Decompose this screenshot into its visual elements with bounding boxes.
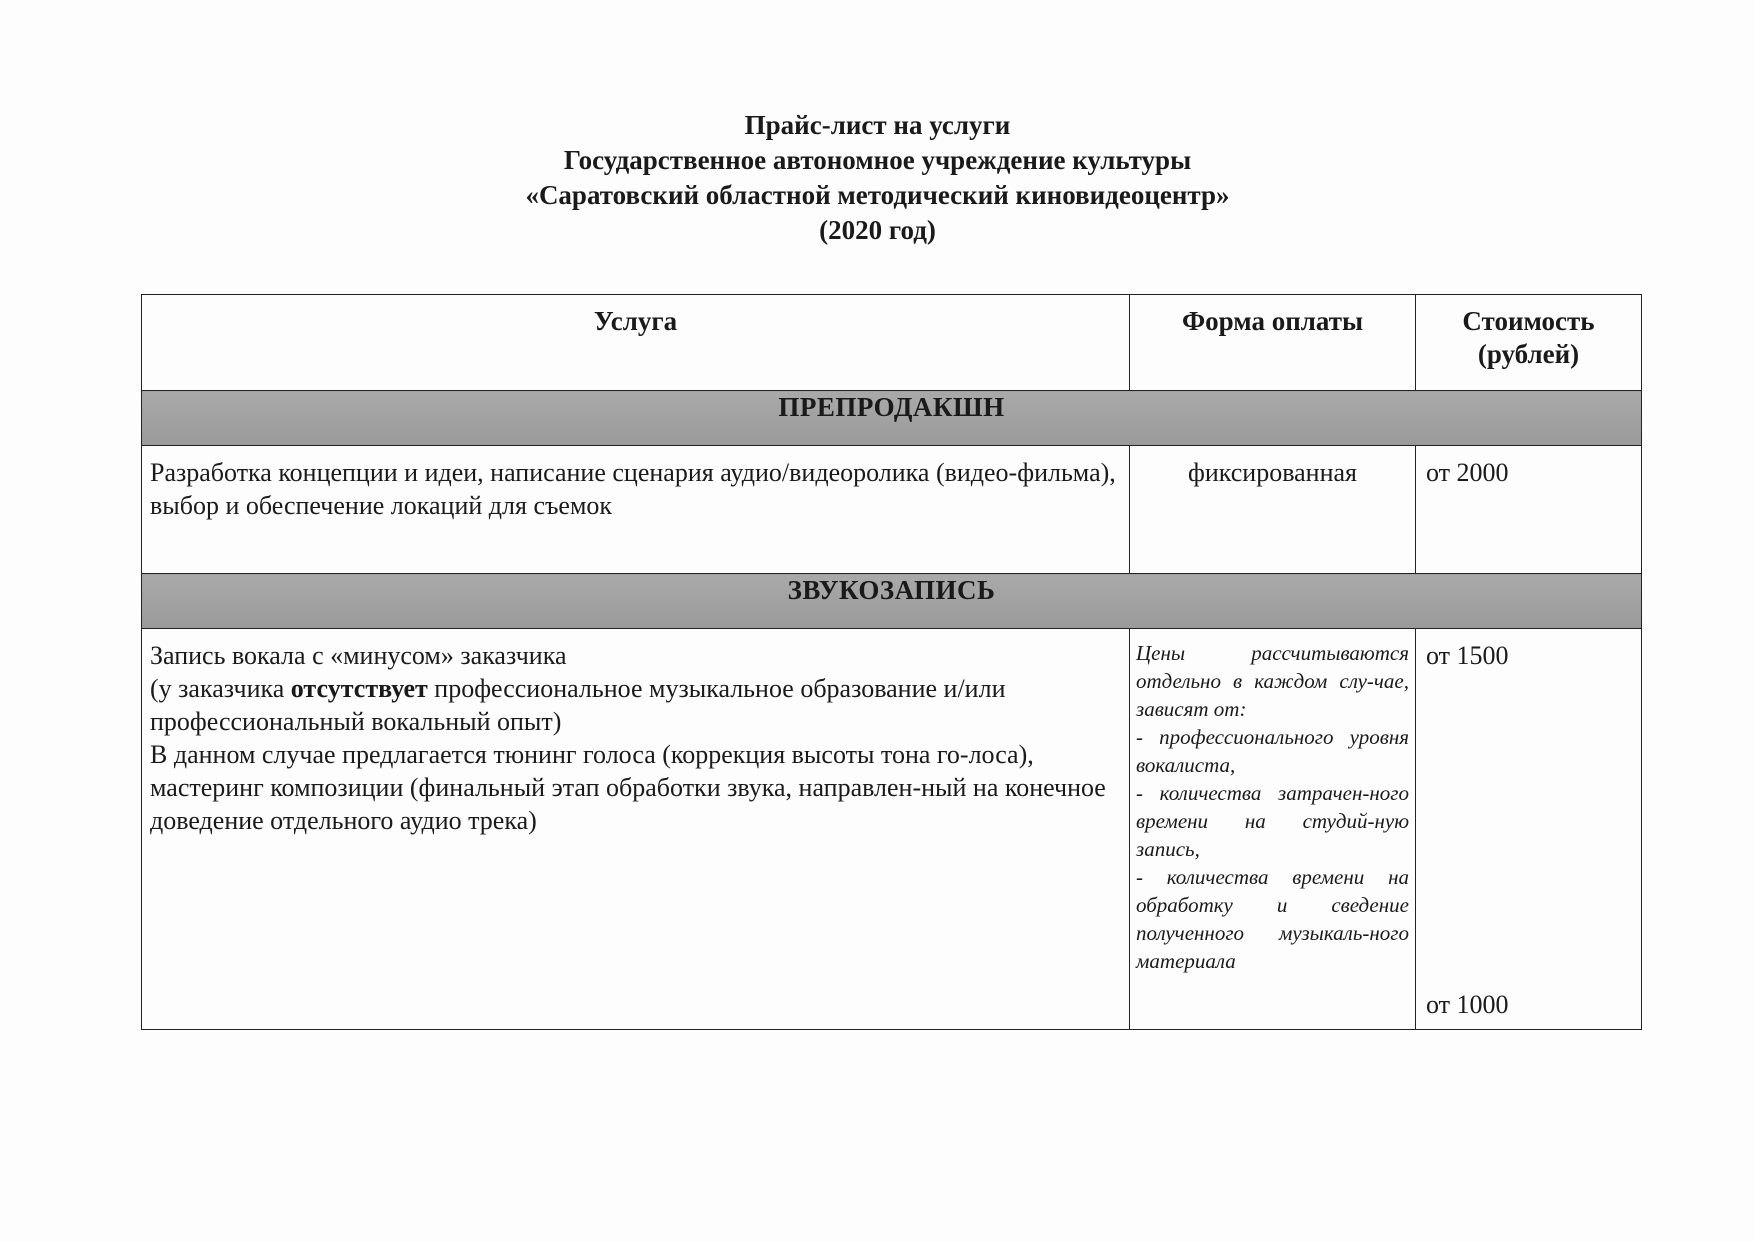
payment-note-4: - количества времени на обработку и сведение полученного музыкаль-ного материала xyxy=(1136,865,1409,973)
document-header xyxy=(0,108,1755,248)
cost-bottom: от 1000 xyxy=(1426,990,1509,1019)
table-row xyxy=(142,629,1642,1030)
service-line-2-post: профессиональное музыкальное образование и/или профессиональный вокальный опыт) xyxy=(150,674,1006,736)
service-line-2 xyxy=(150,672,1119,738)
table-header-row xyxy=(142,295,1642,391)
section-title-preproduction: ПРЕПРОДАКШН xyxy=(142,391,1642,446)
service-line-2-bold: отсутствует xyxy=(290,674,428,703)
payment-cell: фиксированная xyxy=(1130,446,1416,574)
column-header-cost-line2: (рублей) xyxy=(1477,339,1580,369)
header-title: Прайс-лист на услуги xyxy=(744,110,1011,140)
column-header-cost-line1: Стоимость xyxy=(1462,306,1595,336)
header-organization: Государственное автономное учреждение культуры xyxy=(563,145,1192,175)
section-title-recording: ЗВУКОЗАПИСЬ xyxy=(142,574,1642,629)
header-organization-name: «Саратовский областной методический киновидеоцентр» xyxy=(525,180,1230,210)
cost-cell: от 2000 xyxy=(1416,446,1642,574)
table-row xyxy=(142,446,1642,574)
service-line-2-pre: (у заказчика xyxy=(150,674,291,703)
cost-top: от 1500 xyxy=(1426,641,1509,670)
service-line-1: Запись вокала с «минусом» заказчика xyxy=(150,641,567,670)
section-row xyxy=(142,391,1642,446)
column-header-cost xyxy=(1416,295,1642,391)
cost-cell xyxy=(1416,629,1642,1030)
price-table xyxy=(141,294,1642,1030)
column-header-payment: Форма оплаты xyxy=(1130,295,1416,391)
payment-note-1: Цены рассчитываются отдельно в каждом слу-чае, зависят от: xyxy=(1136,641,1409,721)
service-line-3: В данном случае предлагается тюнинг голоса (коррекция высоты тона го-лоса), мастеринг композиции (финальный этап обработки звука, направлен-ный на конечное доведение отдельного аудио трека) xyxy=(150,740,1106,835)
service-cell: Разработка концепции и идеи, написание сценария аудио/видеоролика (видео-фильма), выбор и обеспечение локаций для съемок xyxy=(142,446,1130,574)
section-row xyxy=(142,574,1642,629)
column-header-service: Услуга xyxy=(142,295,1130,391)
header-year: (2020 год) xyxy=(819,215,936,245)
service-cell xyxy=(142,629,1130,1030)
payment-note-2: - профессионального уровня вокалиста, xyxy=(1136,725,1409,777)
payment-cell xyxy=(1130,629,1416,1030)
payment-note-3: - количества затрачен-ного времени на студий-ную запись, xyxy=(1136,781,1409,861)
